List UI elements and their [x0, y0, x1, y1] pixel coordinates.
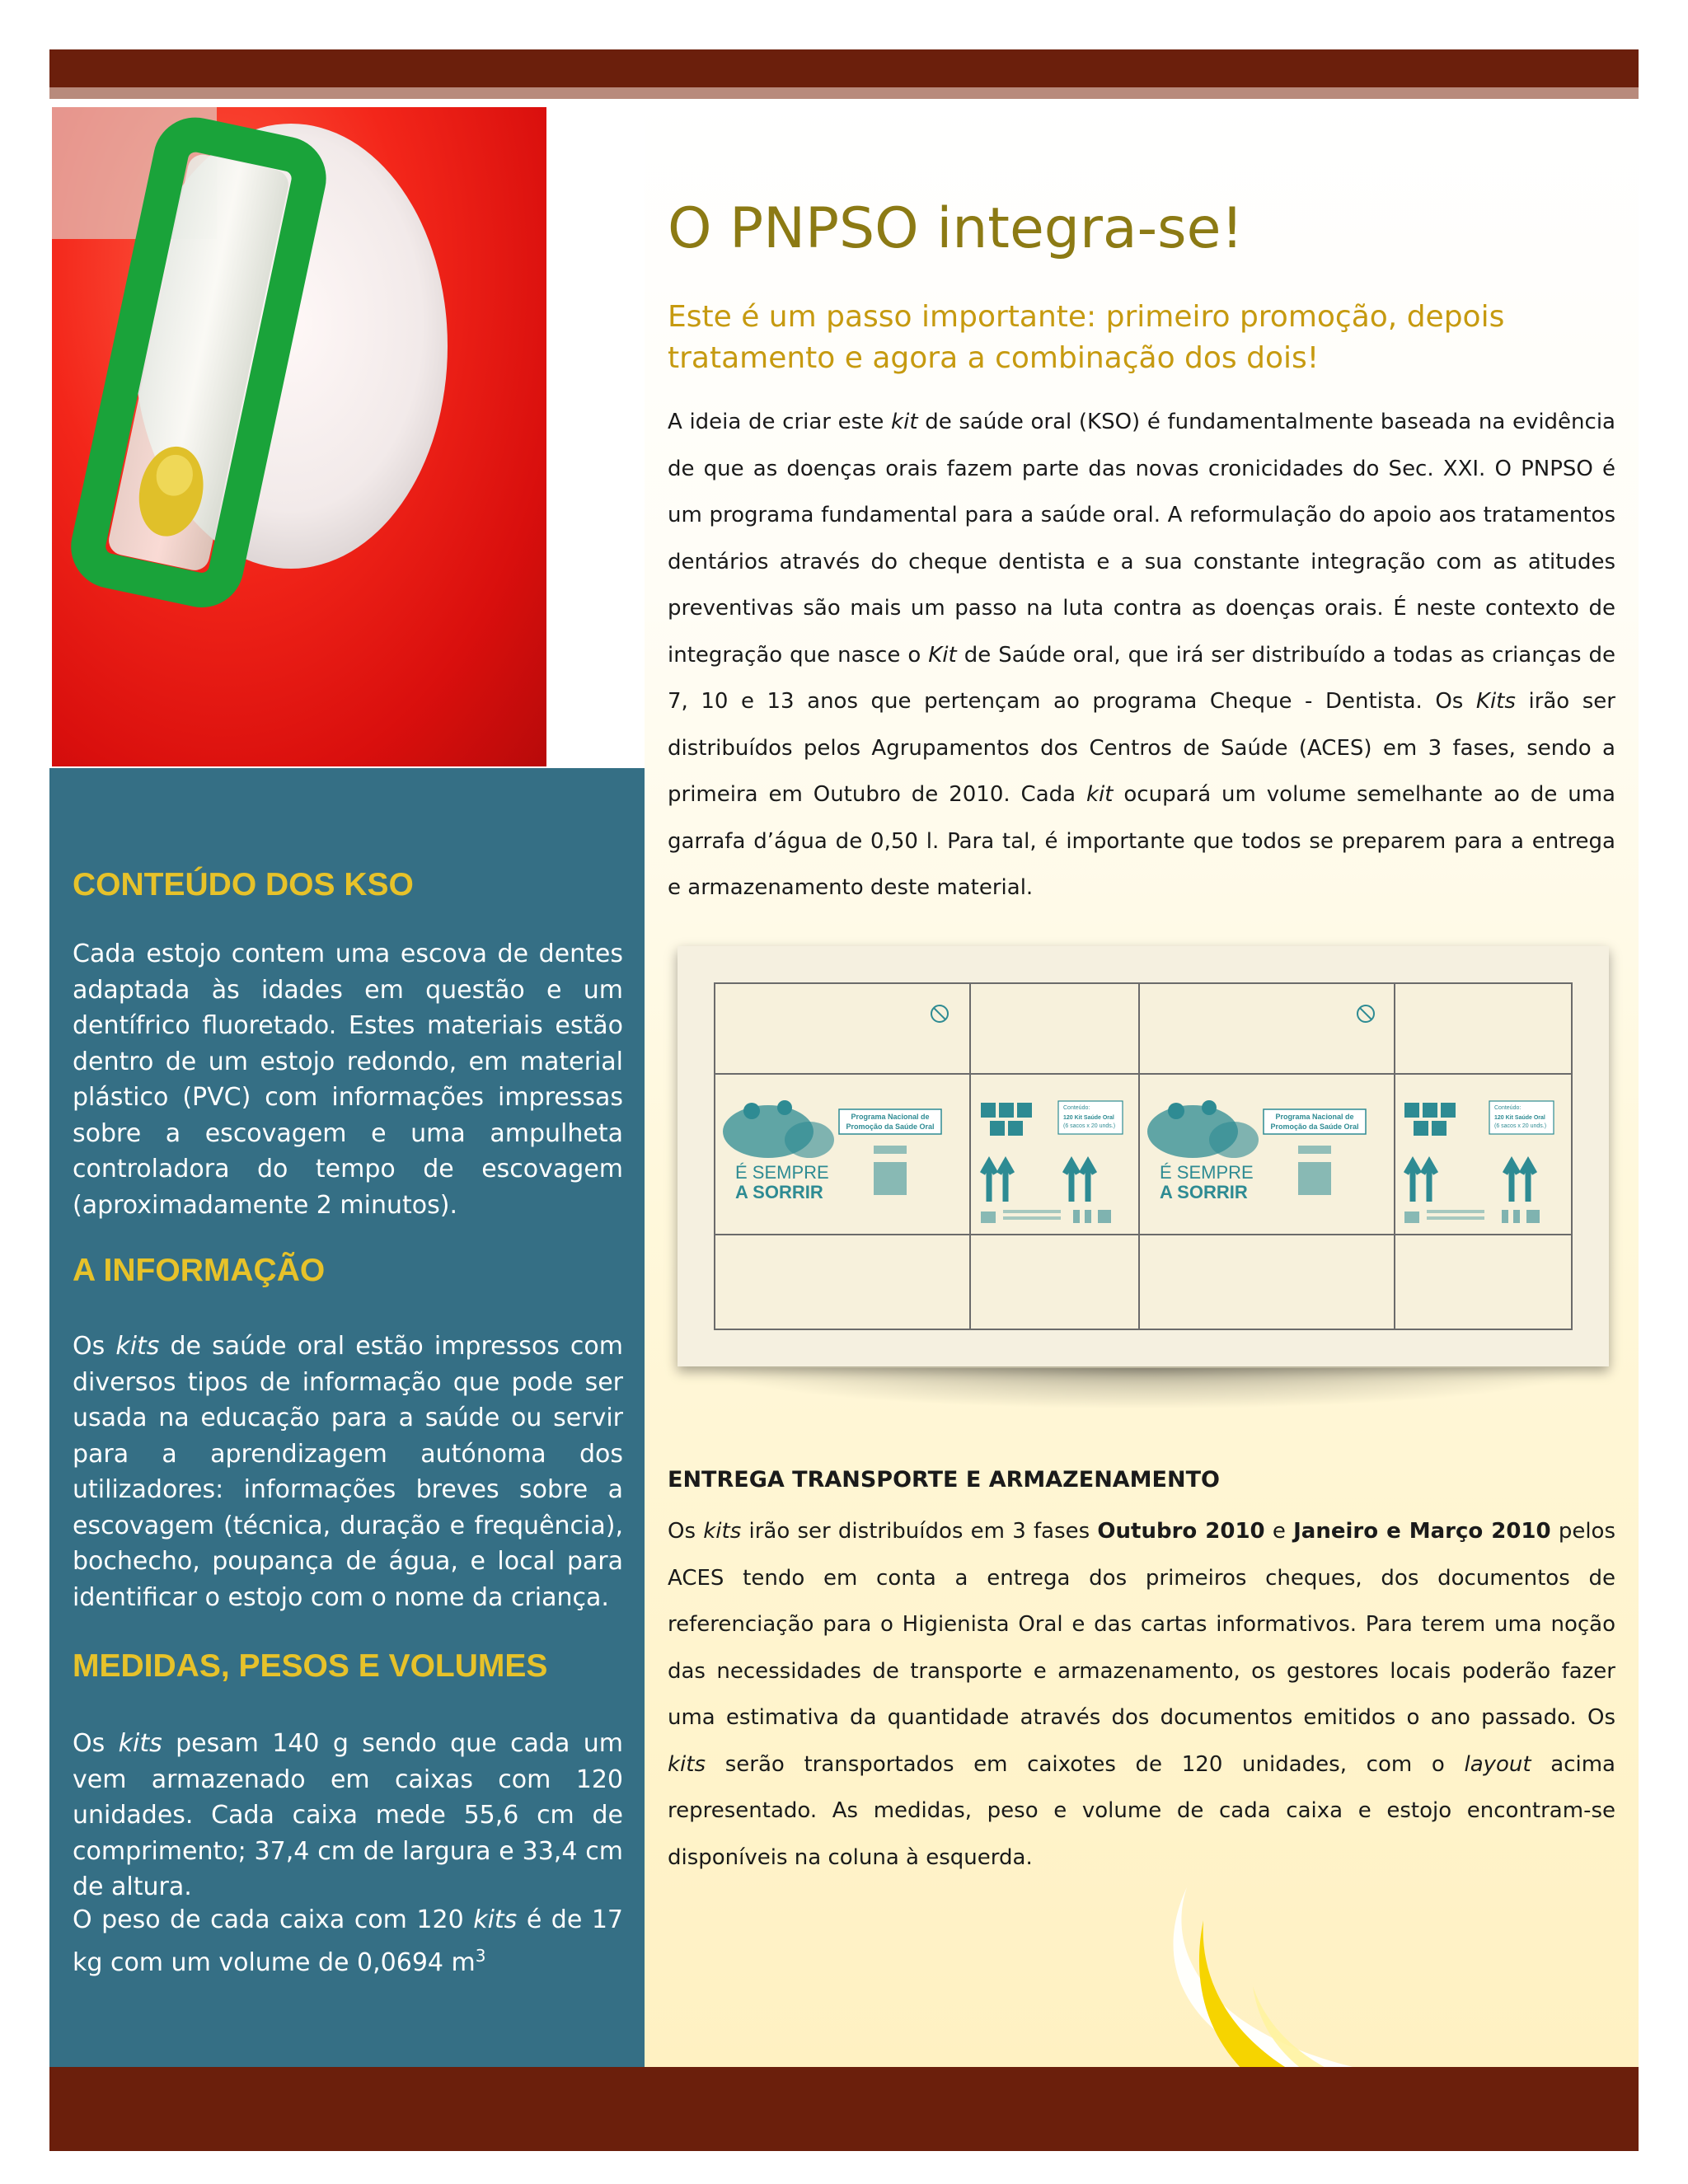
page-title: O PNPSO integra-se! [668, 196, 1244, 261]
box-net-drawing [678, 946, 1609, 1366]
sidebar-heading-information: A INFORMAÇÃO [73, 1253, 326, 1288]
ministry-logo-icon [874, 1146, 907, 1195]
slogan-line1: É SEMPRE [735, 1162, 829, 1183]
delivery-paragraph: Os kits irão ser distribuídos em 3 fases Outubro 2010 e Janeiro e Março 2010 pelos ACES tendo em conta a entrega dos primeiros cheques, dos documentos de referenciação para o Higienista Oral e das cartas informativos. Para terem uma noção das necessidades de transporte e armazenamento, os gestores locais poderão fazer uma estimativa da quantidade através dos documentos emitidos o ano passado. Os kits serão transportados em caixotes de 120 unidades, com o layout acima representado. As medidas, peso e volume de cada caixa e estojo encontram-se disponíveis na coluna à esquerda. [668, 1519, 1616, 1870]
content-line1-copy: 120 Kit Saúde Oral [1494, 1115, 1545, 1121]
content-label: Conteúdo: [1063, 1105, 1090, 1111]
hourglass-photo [52, 107, 546, 766]
top-stripe [49, 87, 1639, 99]
bottom-banner [49, 2067, 1639, 2151]
content-label-copy: Conteúdo: [1494, 1105, 1522, 1111]
sidebar-heading-measures: MEDIDAS, PESOS E VOLUMES [73, 1648, 548, 1684]
diagram-shadow [701, 1368, 1591, 1409]
program-line2-copy: Promoção da Saúde Oral [1270, 1122, 1359, 1131]
section-heading-delivery: ENTREGA TRANSPORTE E ARMAZENAMENTO [668, 1467, 1220, 1493]
content-line1: 120 Kit Saúde Oral [1063, 1115, 1114, 1121]
page-subtitle: Este é um passo importante: primeiro promoção, depois tratamento e agora a combinação dos dois! [668, 300, 1505, 375]
program-line1-copy: Programa Nacional de [1275, 1113, 1354, 1121]
sidebar-text-measures: Os kits pesam 140 g sendo que cada um vem armazenado em caixas com 120 unidades. Cada caixa mede 55,6 cm de comprimento; 37,4 cm de largura e 33,4 cm de altura. [73, 1729, 623, 1901]
top-banner [49, 49, 1639, 87]
sidebar-text-contents: Cada estojo contem uma escova de dentes adaptada às idades em questão e um dentífrico fluoretado. Estes materiais estão dentro de um estojo redondo, em material plástico (PVC) com informações impressas sobre a escovagem e uma ampulheta controladora do tempo de escovagem (aproximadamente 2 minutos). [73, 940, 623, 1220]
program-line1: Programa Nacional de [851, 1113, 930, 1121]
slogan-line1-copy: É SEMPRE [1160, 1162, 1254, 1183]
program-line2: Promoção da Saúde Oral [846, 1122, 935, 1131]
hourglass-timer-icon [52, 107, 546, 766]
sidebar-text-information: Os kits de saúde oral estão impressos com diversos tipos de informação que pode ser usada na educação para a saúde ou servir para a aprendizagem autónoma dos utilizadores: informações breves sobre a escovagem (técnica, duração e frequência), bochecho, poupança de água, e local para identificar o estojo com o nome da criança. [73, 1332, 623, 1612]
intro-paragraph: A ideia de criar este kit de saúde oral (KSO) é fundamentalmente baseada na evidência de que as doenças orais fazem parte das novas cronicidades do Sec. XXI. O PNPSO é um programa fundamental para a saúde oral. A reformulação do apoio aos tratamentos dentários através do cheque dentista e a sua constante integração com as atitudes preventivas são mais um passo na luta contra as doenças orais. É neste contexto de integração que nasce o Kit de Saúde oral, que irá ser distribuído a todas as crianças de 7, 10 e 13 anos que pertençam ao programa Cheque - Dentista. Os Kits irão ser distribuídos pelos Agrupamentos dos Centros de Saúde (ACES) em 3 fases, sendo a primeira em Outubro de 2010. Cada kit ocupará um volume semelhante ao de uma garrafa d’água de 0,50 l. Para tal, é importante que todos se preparem para a entrega e armazenamento deste material. [668, 410, 1615, 900]
content-line2: (6 sacos x 20 unds.) [1063, 1123, 1116, 1129]
content-line2-copy: (6 sacos x 20 unds.) [1494, 1123, 1547, 1129]
slogan-line2: A SORRIR [735, 1182, 823, 1202]
sidebar-text-weight: O peso de cada caixa com 120 kits é de 17 kg com um volume de 0,0694 $m^3$ [73, 1905, 623, 1977]
box-layout-diagram [678, 946, 1609, 1366]
sidebar-heading-contents: CONTEÚDO DOS KSO [73, 867, 414, 902]
slogan-line2-copy: A SORRIR [1160, 1182, 1248, 1202]
umbrella-icon [981, 1103, 996, 1118]
